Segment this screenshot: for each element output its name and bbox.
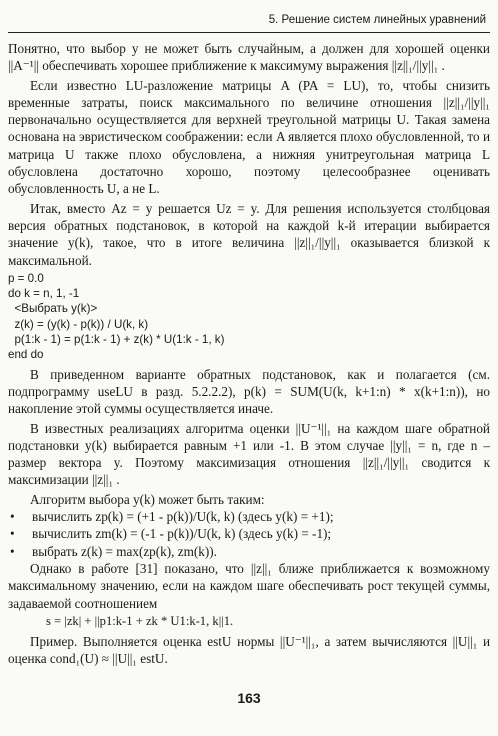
paragraph: Пример. Выполняется оценка estU нормы ||U⁻¹||₁, а затем вычисляются ||U||₁ и оценка cond₁(U) ≈ ||U||₁ estU. bbox=[8, 634, 490, 667]
paragraph: В приведенном варианте обратных подстановок, как и полагается (см. подпрограмму useLU в разд. 5.2.2.2), p(k) = SUM(U(k, k+1:n) * x(k+1:n)), но накопление этой суммы осуществляется иначе. bbox=[8, 366, 490, 417]
page-number: 163 bbox=[237, 690, 261, 706]
list-item: • вычислить zp(k) = (+1 - p(k))/U(k, k) (здесь y(k) = +1); bbox=[8, 508, 490, 525]
code-line: do k = n, 1, -1 bbox=[8, 287, 80, 301]
paragraph: Понятно, что выбор y не может быть случайным, а должен для хорошей оценки ||A⁻¹|| обеспечивать хорошее приближение к максимуму выражения ||z||₁/||y||₁ . bbox=[8, 41, 490, 74]
code-line: <Выбрать y(k)> bbox=[8, 302, 98, 316]
list-item: • выбрать z(k) = max(zp(k), zm(k)). bbox=[8, 543, 490, 560]
code-line: end do bbox=[8, 348, 44, 362]
paragraph: В известных реализациях алгоритма оценки ||U⁻¹||₁ на каждом шаге обратной подстановки y(k) выбирается равным +1 или -1. В этом случае ||y||₁ = n, где n – размер вектора y. Поэтому максимизация отношения ||z||₁/||y||₁ сводится к максимизации ||z||₁ . bbox=[8, 420, 490, 488]
bullet-list bbox=[8, 508, 490, 560]
code-line: z(k) = (y(k) - p(k)) / U(k, k) bbox=[8, 317, 149, 331]
paragraph: Алгоритм выбора y(k) может быть таким: bbox=[30, 491, 265, 507]
running-title: 5. Решение систем линейных уравнений bbox=[268, 14, 486, 26]
code-line: p = 0.0 bbox=[8, 271, 44, 285]
list-item: • вычислить zm(k) = (-1 - p(k))/U(k, k) (здесь y(k) = -1); bbox=[8, 525, 490, 542]
paragraph: Если известно LU-разложение матрицы A (PA = LU), то, чтобы снизить временные затраты, поиск максимального по величине отношения ||z||₁/||y||₁ первоначально осуществляется для верхней треугольной матрицы U. Такая замена основана на эвристическом соображении: если A является плохо обусловленной, то и матрица U также плохо обусловлена, а нижняя унитреугольная матрица L обусловлена достаточно хорошо, поэтому целесообразнее оценивать обусловленность U, а не L. bbox=[8, 77, 490, 197]
paragraph: Однако в работе [31] показано, что ||z||₁ ближе приближается к возможному максимальному значению, если на каждом шаге обеспечивать рост текущей суммы, задаваемой соотношением bbox=[8, 560, 490, 611]
code-listing bbox=[8, 271, 490, 363]
page-body bbox=[8, 40, 490, 668]
running-header bbox=[8, 6, 490, 33]
paragraph: Итак, вместо Az = y решается Uz = y. Для решения используется столбцовая версия обратных подстановок, в которой на каждой k-й итерации выбирается значение y(k), такое, что в итоге величина ||z||₁/||y||₁ оказывается близкой к максимальной. bbox=[8, 200, 490, 268]
formula: s = |zk| + ||p1:k-1 + zk * U1:k-1, k||1. bbox=[46, 613, 234, 628]
code-line: p(1:k - 1) = p(1:k - 1) + z(k) * U(1:k - 1, k) bbox=[8, 333, 225, 347]
